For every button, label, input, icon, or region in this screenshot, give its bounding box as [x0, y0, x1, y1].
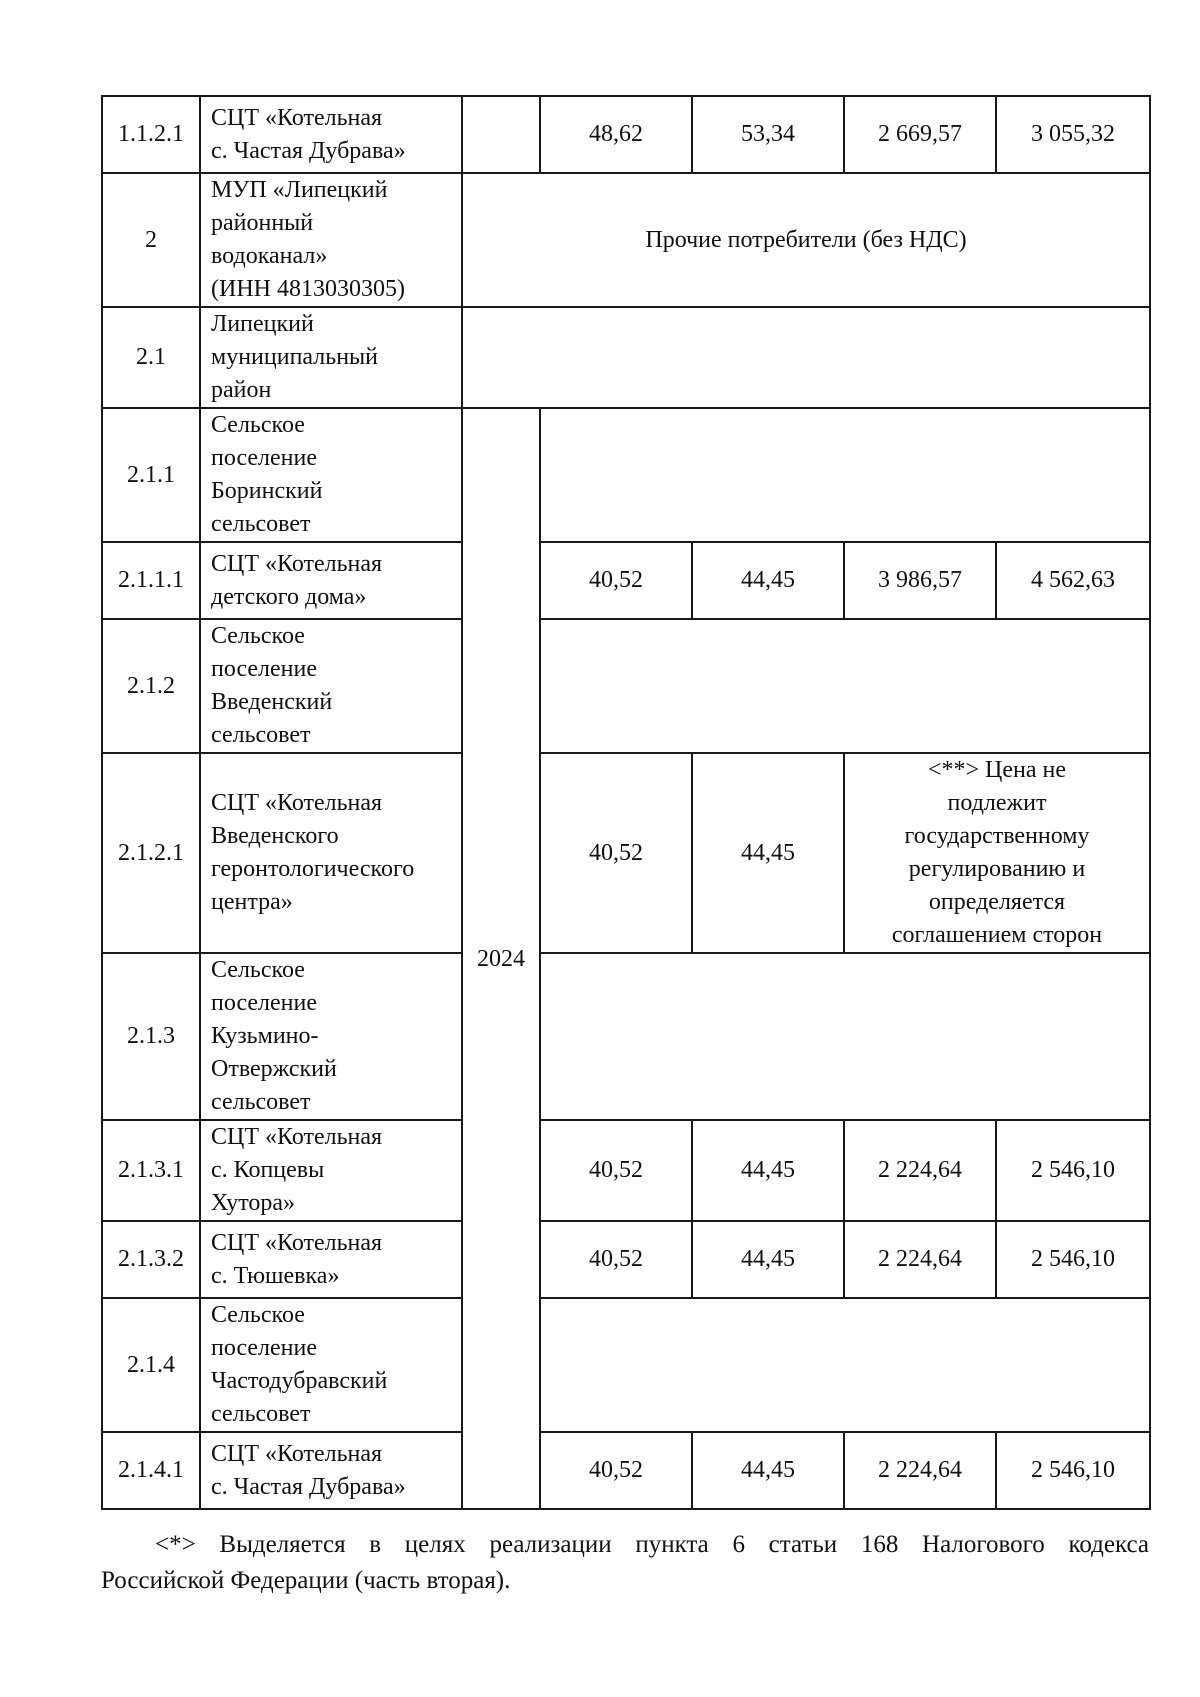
year-cell: [462, 96, 540, 173]
row-number: 2.1.1: [102, 408, 200, 542]
value-cell: 48,62: [540, 96, 692, 173]
row-name: СЦТ «Котельная с. Копцевы Хутора»: [200, 1120, 462, 1221]
table-row: [102, 542, 1150, 619]
table-row: [102, 953, 1150, 1120]
value-cell: 44,45: [692, 542, 844, 619]
value-cell: 2 224,64: [844, 1120, 996, 1221]
row-number: 2.1.4: [102, 1298, 200, 1432]
table-row: [102, 1120, 1150, 1221]
table-row: [102, 1432, 1150, 1509]
value-cell: 2 224,64: [844, 1221, 996, 1298]
value-cell: 40,52: [540, 753, 692, 953]
row-name: Сельское поселение Введенский сельсовет: [200, 619, 462, 753]
row-name: Сельское поселение Кузьмино- Отвержский сельсовет: [200, 953, 462, 1120]
value-cell: 2 546,10: [996, 1221, 1150, 1298]
footnote-line: Российской Федерации (часть вторая).: [101, 1567, 511, 1594]
row-name: СЦТ «Котельная детского дома»: [200, 542, 462, 619]
row-name: СЦТ «Котельная с. Тюшевка»: [200, 1221, 462, 1298]
empty-merged-cell: [540, 953, 1150, 1120]
row-number: 2.1.1.1: [102, 542, 200, 619]
value-cell: 40,52: [540, 542, 692, 619]
price-note: <**> Цена не подлежит государственному регулированию и определяется соглашением сторон: [844, 753, 1150, 953]
value-cell: 44,45: [692, 1221, 844, 1298]
value-cell: 44,45: [692, 1120, 844, 1221]
value-cell: 2 546,10: [996, 1120, 1150, 1221]
table-row: [102, 96, 1150, 173]
row-name: Сельское поселение Частодубравский сельсовет: [200, 1298, 462, 1432]
value-cell: 2 546,10: [996, 1432, 1150, 1509]
row-number: 2.1.3: [102, 953, 200, 1120]
table-row: [102, 1298, 1150, 1432]
value-cell: 53,34: [692, 96, 844, 173]
value-cell: 3 055,32: [996, 96, 1150, 173]
table-row: [102, 173, 1150, 307]
empty-merged-cell: [540, 1298, 1150, 1432]
row-number: 2.1: [102, 307, 200, 408]
footnote-line: <*> Выделяется в целях реализации пункта 6 статьи 168 Налогового кодекса: [155, 1531, 1149, 1558]
row-number: 2.1.2.1: [102, 753, 200, 953]
consumer-category-label: Прочие потребители (без НДС): [462, 173, 1150, 307]
tariff-table: [101, 95, 1151, 1510]
empty-merged-cell: [540, 408, 1150, 542]
row-name: МУП «Липецкий районный водоканал» (ИНН 4813030305): [200, 173, 462, 307]
value-cell: 44,45: [692, 1432, 844, 1509]
table-row: [102, 307, 1150, 408]
value-cell: 44,45: [692, 753, 844, 953]
value-cell: 40,52: [540, 1120, 692, 1221]
table-row: [102, 1221, 1150, 1298]
value-cell: 40,52: [540, 1221, 692, 1298]
row-number: 2.1.3.2: [102, 1221, 200, 1298]
row-name: СЦТ «Котельная Введенского геронтологического центра»: [200, 753, 462, 953]
row-number: 2.1.2: [102, 619, 200, 753]
row-name: Сельское поселение Боринский сельсовет: [200, 408, 462, 542]
row-number: 2: [102, 173, 200, 307]
row-name: СЦТ «Котельная с. Частая Дубрава»: [200, 1432, 462, 1509]
value-cell: 2 669,57: [844, 96, 996, 173]
value-cell: 2 224,64: [844, 1432, 996, 1509]
row-number: 2.1.4.1: [102, 1432, 200, 1509]
empty-merged-cell: [540, 619, 1150, 753]
table-row: [102, 753, 1150, 953]
row-name: СЦТ «Котельная с. Частая Дубрава»: [200, 96, 462, 173]
footnote: [101, 1527, 1149, 1599]
empty-merged-cell: [462, 307, 1150, 408]
value-cell: 40,52: [540, 1432, 692, 1509]
row-name: Липецкий муниципальный район: [200, 307, 462, 408]
year-cell: 2024: [462, 408, 540, 1509]
table-row: [102, 619, 1150, 753]
row-number: 2.1.3.1: [102, 1120, 200, 1221]
row-number: 1.1.2.1: [102, 96, 200, 173]
value-cell: 3 986,57: [844, 542, 996, 619]
value-cell: 4 562,63: [996, 542, 1150, 619]
table-row: [102, 408, 1150, 542]
